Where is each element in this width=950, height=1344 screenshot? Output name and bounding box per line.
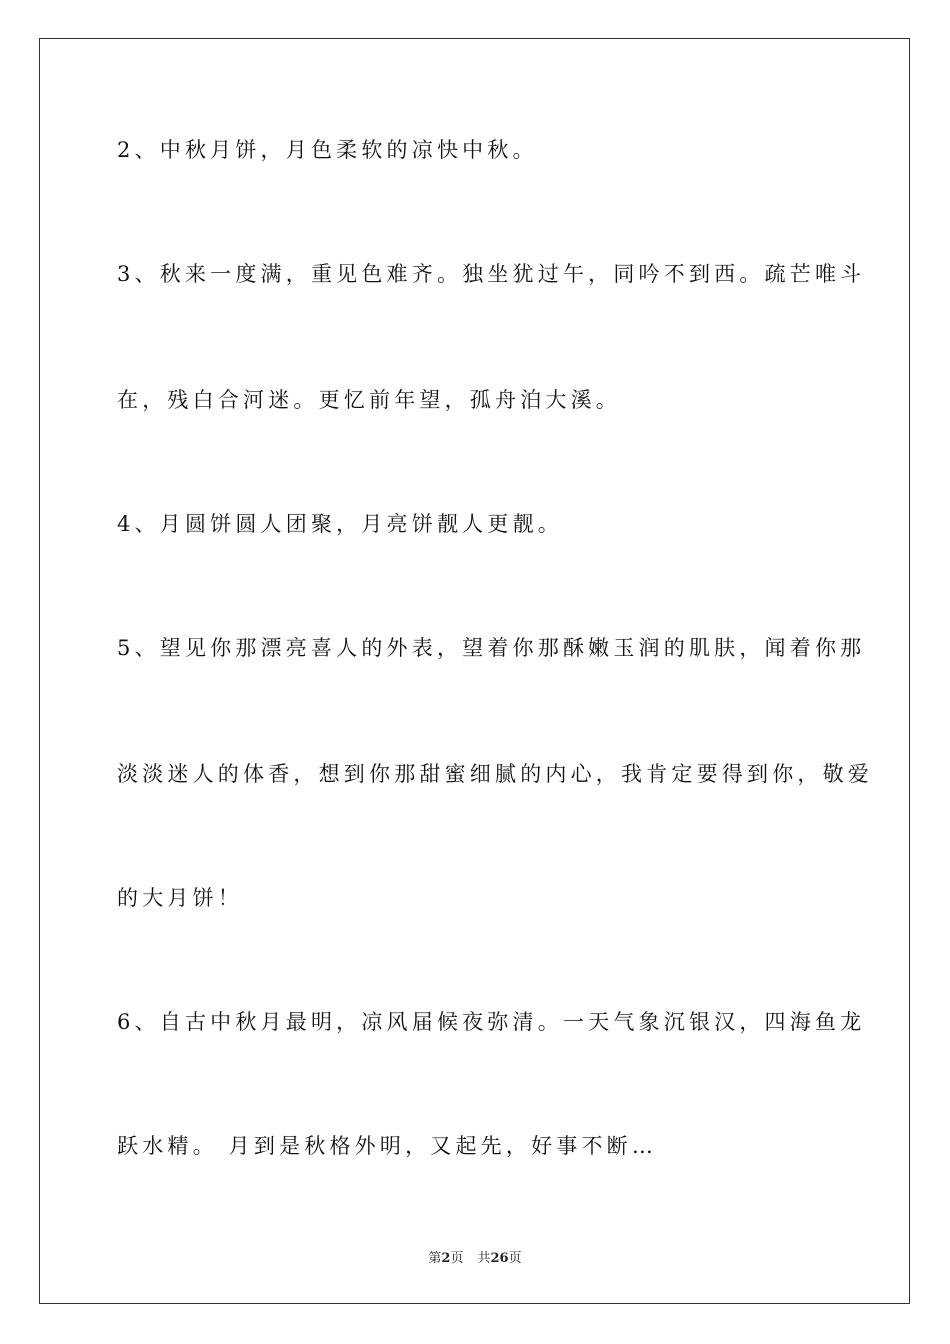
text-line-4: 4、月圆饼圆人团聚，月亮饼靓人更靓。 — [117, 512, 563, 536]
page-suffix: 页 — [450, 1251, 464, 1266]
total-pages: 26 — [490, 1251, 509, 1266]
text-line-6: 淡淡迷人的体香，想到你那甜蜜细腻的内心，我肯定要得到你，敬爱 — [117, 762, 873, 786]
text-line-2: 3、秋来一度满，重见色难齐。独坐犹过午，同吟不到西。疏芒唯斗 — [117, 262, 866, 286]
total-prefix: 共 — [477, 1251, 491, 1266]
text-line-1: 2、中秋月饼，月色柔软的凉快中秋。 — [117, 138, 538, 162]
total-suffix: 页 — [508, 1251, 522, 1266]
page-frame — [39, 38, 910, 1304]
page-prefix: 第 — [428, 1251, 442, 1266]
text-line-5: 5、望见你那漂亮喜人的外表，望着你那酥嫩玉润的肌肤，闻着你那 — [117, 636, 866, 660]
page-footer — [0, 1247, 950, 1266]
text-line-8: 6、自古中秋月最明，凉风届候夜弥清。一天气象沉银汉，四海鱼龙 — [117, 1010, 866, 1034]
text-line-7: 的大月饼！ — [117, 886, 243, 910]
page-number: 2 — [441, 1251, 451, 1266]
text-line-3: 在，残白合河迷。更忆前年望，孤舟泊大溪。 — [117, 388, 621, 412]
text-line-9: 跃水精。 月到是秋格外明，又起先，好事不断… — [117, 1134, 658, 1158]
